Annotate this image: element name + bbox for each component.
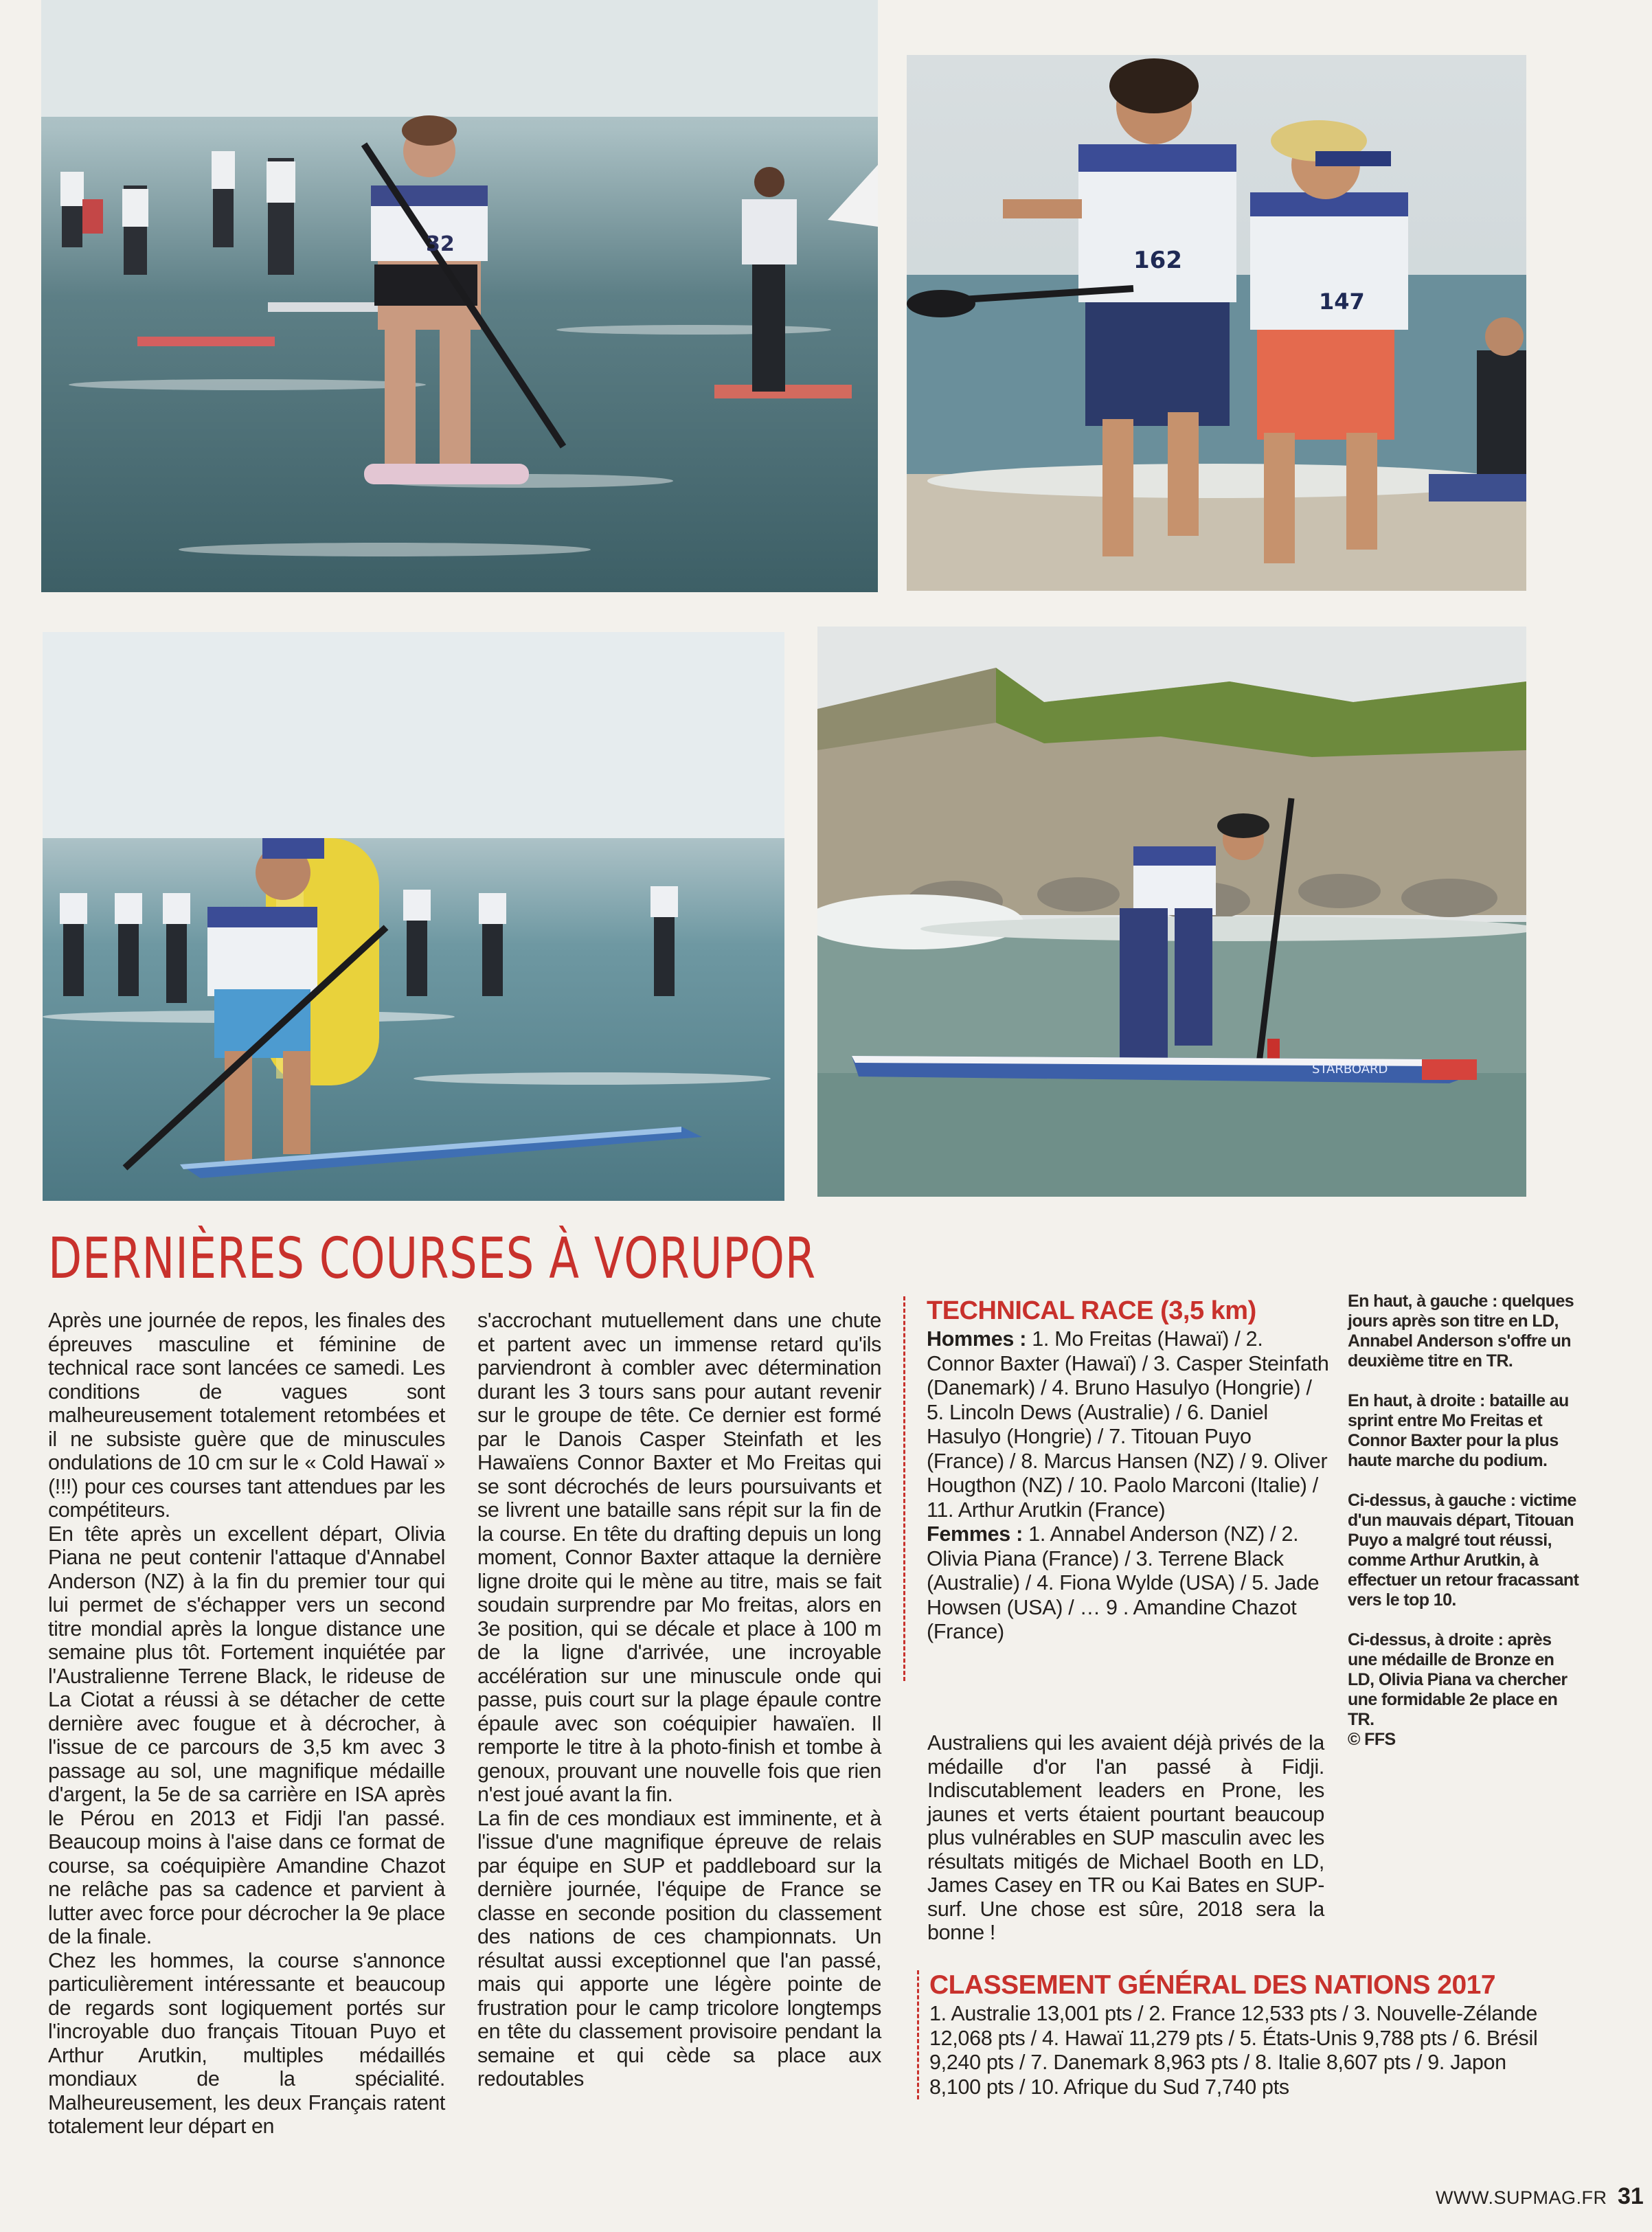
photo-top-right-sprint-finish (907, 55, 1526, 591)
page-footer (1436, 2183, 1644, 2210)
photo-top-left-annabel-anderson (41, 0, 878, 592)
caption-top-right: En haut, à droite : bataille au sprint entre Mo Freitas et Connor Baxter pour la plus haute marche du podium. (1348, 1391, 1569, 1470)
article-column-1 (48, 1309, 445, 2139)
bib-number-162: 162 (1133, 247, 1182, 274)
nations-ranking-box (917, 1970, 1549, 2099)
article-paragraph: s'accrochant mutuellement dans une chute et partent avec un immense retard qu'ils parviendront à combler avec détermination durant les 3 tours sans pour autant revenir sur le groupe de tête. Ce dernier est formé par le Danois Casper Steinfath et les Hawaïens Connor Baxter et Mo Freitas qui se sont décrochés de leurs poursuivants et se livrent une bataille sans répit sur la fin de la course. En tête du drafting depuis un long moment, Connor Baxter attaque la dernière ligne droite qui le mène au titre, mais se fait soudain surprendre par Mo freitas, alors en 3e position, qui se décale et place à 100 m de la ligne d'arrivée, une incroyable accélération sur une minuscule onde qui passe, puis court sur la plage épaule contre épaule avec son coéquipier hawaïen. Il remporte le titre à la photo-finish et tombe à genoux, prouvant une nouvelle fois que rien n'est joué avant la fin. (477, 1309, 881, 1806)
women-label: Femmes : (927, 1522, 1023, 1546)
caption-mid-left: Ci-dessus, à gauche : victime d'un mauvais départ, Titouan Puyo a malgré tout réussi, comme Arthur Arutkin, à effectuer un retour fracassant vers le top 10. (1348, 1491, 1579, 1610)
article-paragraph: Chez les hommes, la course s'annonce particulièrement intéressante et beaucoup de regards sont logiquement portés sur l'incroyable duo français Titouan Puyo et Arthur Arutkin, multiples médaillés mondiaux de la spécialité. Malheureusement, les deux Français ratent totalement leur départ en (48, 1948, 445, 2138)
men-results: 1. Mo Freitas (Hawaï) / 2. Connor Baxter (Hawaï) / 3. Casper Steinfath (Danemark) / 4. Bruno Hasulyo (Hongrie) / 5. Lincoln Dews (Australie) / 6. Daniel Hasulyo (Hongrie) / 7. Titouan Puyo (France) / 8. Marcus Hansen (NZ) / 9. Oliver Hougthon (NZ) / 10. Paolo Marconi (Italie) / 11. Arthur Arutkin (France) (927, 1327, 1329, 1522)
nations-ranking-title: CLASSEMENT GÉNÉRAL DES NATIONS 2017 (929, 1970, 1496, 2000)
article-paragraph: La fin de ces mondiaux est imminente, et à l'issue d'une magnifique épreuve de relais par équipe en SUP et paddleboard sur la dernière journée, l'équipe de France se classe en seconde position du classement des nations de ces championnats. Un résultat aussi exceptionnel que l'an passé, mais qui apporte une légère pointe de frustration pour le camp tricolore longtemps en tête du classement provisoire pendant la semaine et qui cède sa place aux redoutables (477, 1806, 881, 2090)
buoy-turn-image (43, 632, 784, 1201)
bib-number-32: 32 (426, 232, 455, 256)
dashed-rule (903, 1296, 905, 1681)
article-headline: DERNIÈRES COURSES À VORUPOR (48, 1226, 816, 1292)
technical-race-results-box (903, 1296, 1329, 1681)
caption-top-left: En haut, à gauche : quelques jours après son titre en LD, Annabel Anderson s'offre un deuxième titre en TR. (1348, 1292, 1574, 1371)
sea-race-image (41, 0, 878, 592)
caption-mid-right: Ci-dessus, à droite : après une médaille de Bronze en LD, Olivia Piana va chercher une formidable 2e place en TR. (1348, 1630, 1568, 1729)
women-results: 1. Annabel Anderson (NZ) / 2. Olivia Piana (France) / 3. Terrene Black (Australie) / 4. Fiona Wylde (USA) / 5. Jade Howsen (USA) / … 9 . Amandine Chazot (France) (927, 1522, 1320, 1643)
photo-credit: © FFS (1348, 1730, 1396, 1749)
technical-race-title: TECHNICAL RACE (3,5 km) (927, 1296, 1256, 1325)
beach-sprint-image (907, 55, 1526, 591)
article-paragraph: Après une journée de repos, les finales des épreuves masculine et féminine de technical race sont lancées ce samedi. Les conditions de vagues sont malheureusement totalement retombées et il ne subsiste guère que de minuscules ondulations de 10 cm sur le « Cold Hawaï » (!!!) pour ces courses tant attendues par les compétiteurs. (48, 1309, 445, 1522)
nations-ranking-text: 1. Australie 13,001 pts / 2. France 12,533 pts / 3. Nouvelle-Zélande 12,068 pts / 4. Hawaï 11,279 pts / 5. États-Unis 9,788 pts / 6. Brésil 9,240 pts / 7. Danemark 8,963 pts / 8. Italie 8,607 pts / 9. Japon 8,100 pts / 10. Afrique du Sud 7,740 pts (929, 2002, 1538, 2099)
photo-captions (1348, 1292, 1585, 1770)
article-column-2 (477, 1309, 881, 2091)
board-brand-label: STARBOARD (1312, 1062, 1388, 1076)
dashed-rule (917, 1970, 919, 2099)
men-label: Hommes : (927, 1327, 1027, 1351)
article-paragraph: Australiens qui les avaient déjà privés de la médaille d'or l'an passé à Fidji. Indiscutablement leaders en Prone, les jaunes et verts étaient pourtant beaucoup plus vulnérables en SUP masculin avec les résultats mitigés de Michael Booth en LD, James Casey en TR ou Kai Bates en SUP-surf. Une chose est sûre, 2018 sera la bonne ! (927, 1731, 1324, 1944)
bib-number-147: 147 (1319, 289, 1365, 315)
page-number: 31 (1618, 2183, 1644, 2209)
website-url: WWW.SUPMAG.FR (1436, 2187, 1607, 2208)
dune-paddle-image (817, 627, 1526, 1197)
photo-mid-left-titouan-puyo (43, 632, 784, 1201)
photo-mid-right-olivia-piana (817, 627, 1526, 1197)
article-paragraph: En tête après un excellent départ, Olivia Piana ne peut contenir l'attaque d'Annabel Anderson (NZ) à la fin du premier tour qui lui permet de s'échapper vers un second titre mondial après la longue distance une semaine plus tôt. Fortement inquiétée par l'Australienne Terrene Black, le rideuse de La Ciotat a réussi à se détacher de cette dernière avec fougue et à décrocher, à l'issue de ce parcours de 3,5 km avec 3 passage au sol, une magnifique médaille d'argent, la 5e de sa carrière en ISA après le Pérou en 2013 et Fidji l'an passé. Beaucoup moins à l'aise dans ce format de course, sa coéquipière Amandine Chazot ne relâche pas sa cadence et parvient à lutter avec force pour décrocher la 9e place de la finale. (48, 1522, 445, 1948)
article-column-3 (927, 1731, 1324, 1945)
